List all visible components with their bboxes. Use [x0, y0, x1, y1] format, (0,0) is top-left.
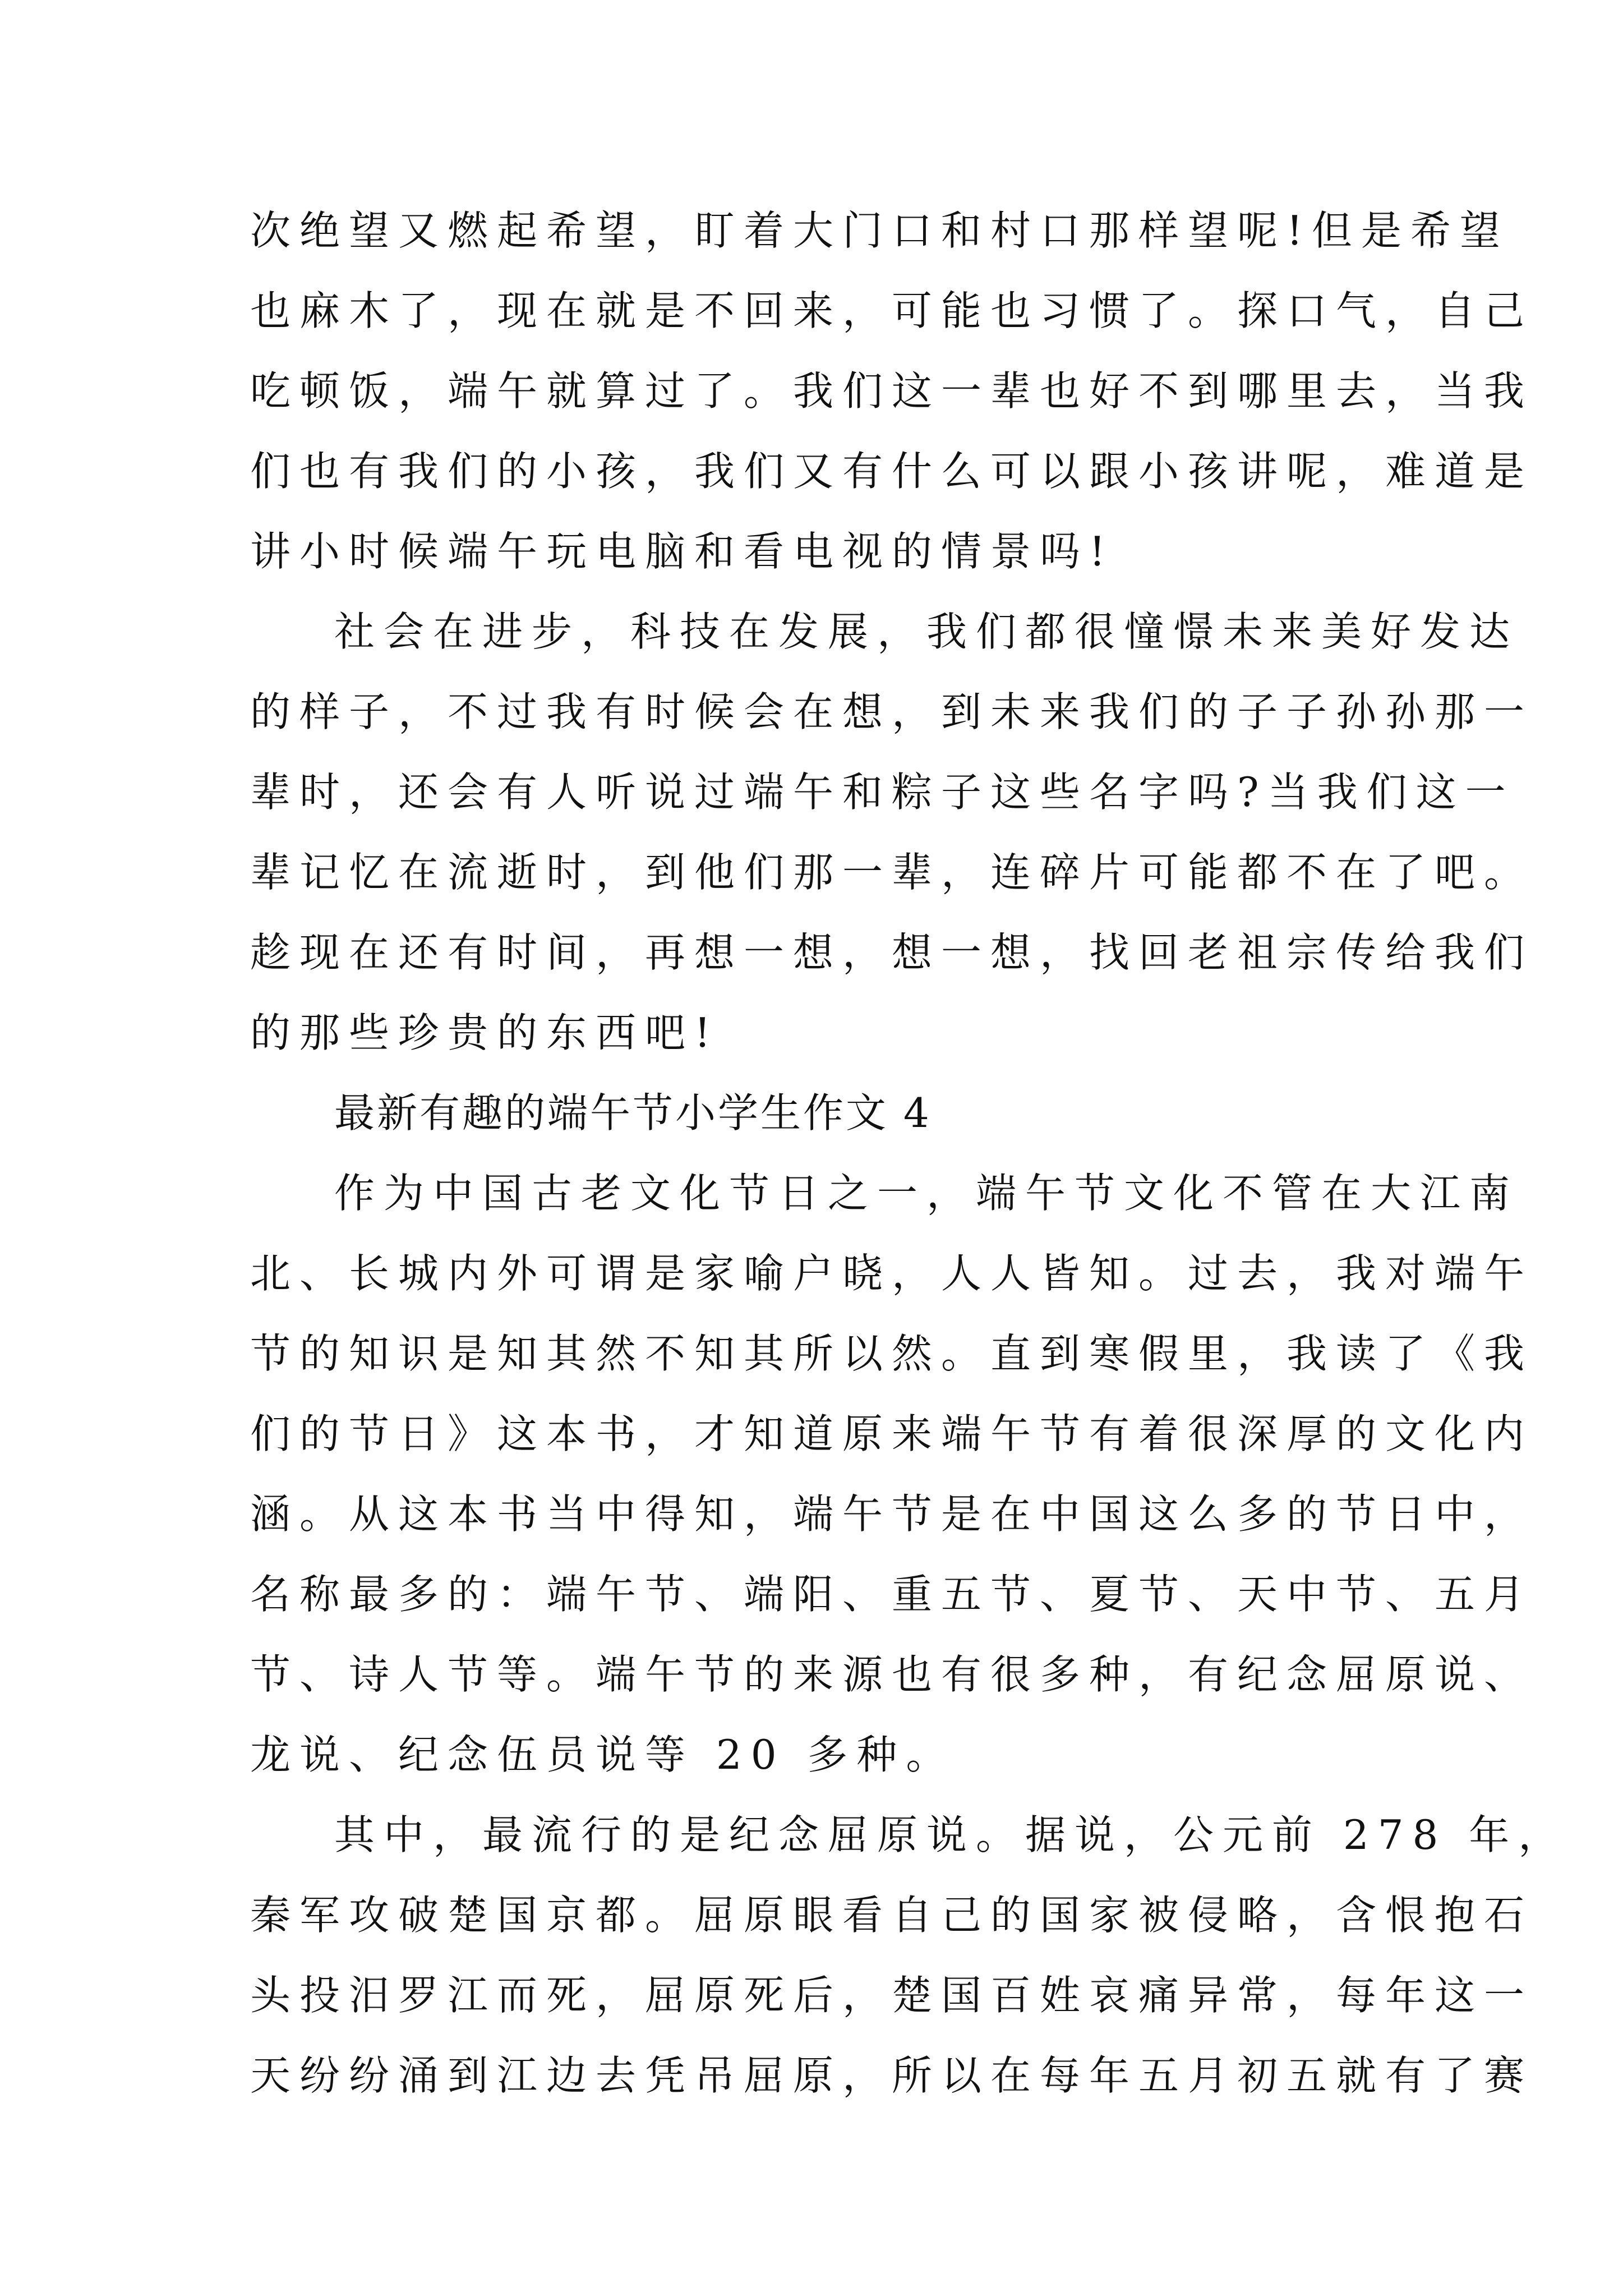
- text-line: 讲小时候端午玩电脑和看电视的情景吗!: [250, 528, 1114, 575]
- text-line: 趁现在还有时间，再想一想，想一想，找回老祖宗传给我们: [250, 929, 1534, 976]
- text-line: 名称最多的：端午节、端阳、重五节、夏节、天中节、五月: [250, 1571, 1534, 1618]
- text-line: 龙说、纪念伍员说等 20 多种。: [250, 1731, 956, 1778]
- text-line: 北、长城内外可谓是家喻户晓，人人皆知。过去，我对端午: [250, 1250, 1534, 1297]
- text-line: 头投汨罗江而死，屈原死后，楚国百姓哀痛异常，每年这一: [250, 1972, 1534, 2019]
- text-line: 秦军攻破楚国京都。屈原眼看自己的国家被侵略，含恨抱石: [250, 1892, 1534, 1939]
- text-line: 辈记忆在流逝时，到他们那一辈，连碎片可能都不在了吧。: [250, 849, 1534, 896]
- paragraph-first-line: 作为中国古老文化节日之一，端午节文化不管在大江南: [334, 1170, 1519, 1217]
- text-line: 也麻木了，现在就是不回来，可能也习惯了。探口气，自己: [250, 287, 1534, 334]
- text-line: 们的节日》这本书，才知道原来端午节有着很深厚的文化内: [250, 1410, 1534, 1457]
- text-line: 的样子，不过我有时候会在想，到未来我们的子子孙孙那一: [250, 688, 1534, 735]
- text-line: 节的知识是知其然不知其所以然。直到寒假里，我读了《我: [250, 1330, 1534, 1377]
- essay-body: [250, 191, 1568, 2116]
- text-line: 次绝望又燃起希望，盯着大门口和村口那样望呢!但是希望: [250, 207, 1509, 254]
- paragraph-first-line: 其中，最流行的是纪念屈原说。据说，公元前 278 年，: [334, 1811, 1568, 1858]
- text-line: 吃顿饭，端午就算过了。我们这一辈也好不到哪里去，当我: [250, 367, 1534, 415]
- text-line: 涵。从这本书当中得知，端午节是在中国这么多的节日中，: [250, 1490, 1534, 1538]
- paragraph-first-line: 社会在进步，科技在发展，我们都很憧憬未来美好发达: [334, 608, 1519, 655]
- text-line: 的那些珍贵的东西吧!: [250, 1009, 720, 1056]
- text-line: 辈时，还会有人听说过端午和粽子这些名字吗?当我们这一: [250, 769, 1515, 816]
- text-line: 节、诗人节等。端午节的来源也有很多种，有纪念屈原说、: [250, 1651, 1534, 1698]
- section-heading: 最新有趣的端午节小学生作文 4: [334, 1089, 932, 1137]
- text-line: 天纷纷涌到江边去凭吊屈原，所以在每年五月初五就有了赛: [250, 2052, 1534, 2099]
- text-line: 们也有我们的小孩，我们又有什么可以跟小孩讲呢，难道是: [250, 448, 1534, 495]
